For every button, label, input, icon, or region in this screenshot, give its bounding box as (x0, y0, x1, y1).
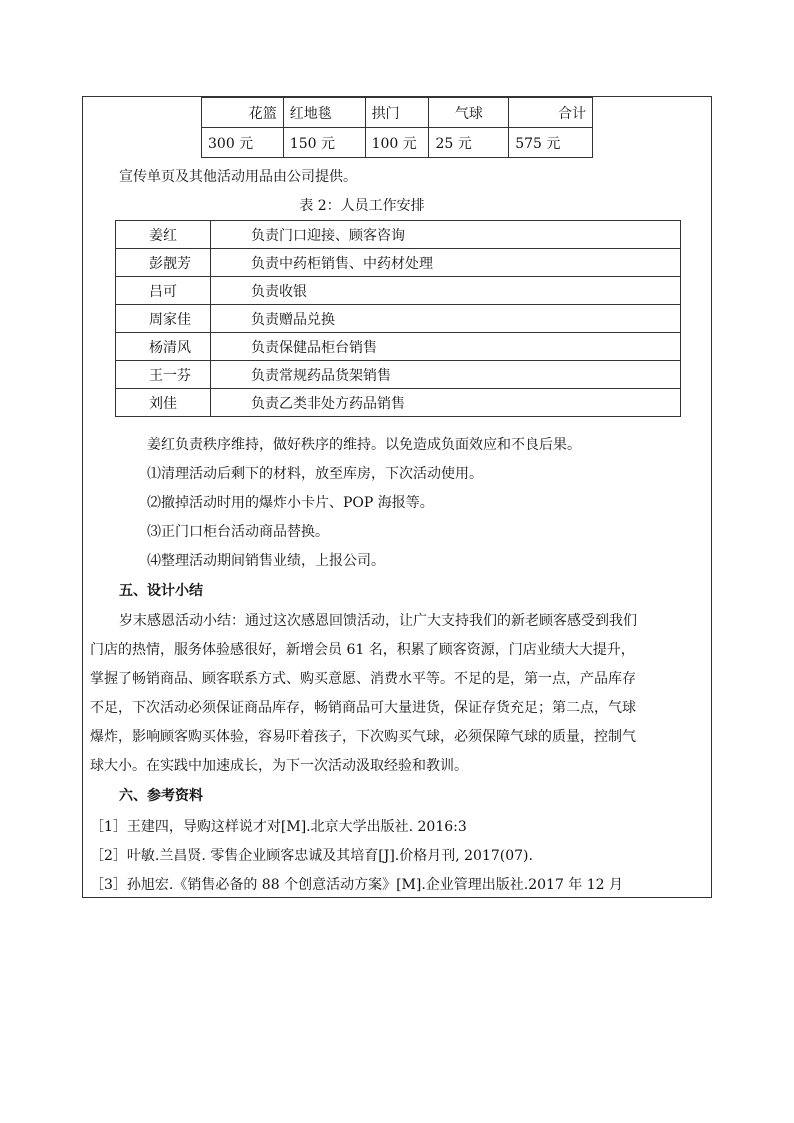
note-line: ⑴清理活动后剩下的材料，放至库房，下次活动使用。 (147, 466, 483, 482)
section-heading-references: 六、参考资料 (119, 788, 203, 804)
staff-row (116, 221, 681, 249)
staff-row (116, 249, 681, 277)
staff-duty: 负责中药柜销售、中药材处理 (211, 249, 681, 277)
note-line: ⑵撤掉活动时用的爆炸小卡片、POP 海报等。 (147, 495, 434, 511)
staff-duty: 负责乙类非处方药品销售 (211, 389, 681, 417)
note-line: ⑷整理活动期间销售业绩，上报公司。 (147, 553, 385, 569)
note-line: 姜红负责秩序维持，做好秩序的维持。以免造成负面效应和不良后果。 (147, 437, 581, 453)
cost-header-cell: 红地毯 (283, 98, 365, 128)
cost-table-header-row (202, 98, 593, 128)
staff-table (115, 220, 681, 417)
cost-header-cell: 拱门 (365, 98, 429, 128)
cost-table-value-row (202, 128, 593, 158)
staff-row (116, 333, 681, 361)
summary-line: 门店的热情，服务体验感很好，新增会员 61 名，积累了顾客资源，门店业绩大大提升， (90, 642, 635, 658)
staff-name: 杨清风 (116, 333, 211, 361)
staff-name: 周家佳 (116, 305, 211, 333)
supplies-note: 宣传单页及其他活动用品由公司提供。 (119, 169, 357, 185)
staff-row (116, 361, 681, 389)
staff-row (116, 305, 681, 333)
summary-line: 球大小。在实践中加速成长，为下一次活动汲取经验和教训。 (90, 758, 468, 774)
staff-row (116, 389, 681, 417)
note-line: ⑶正门口柜台活动商品替换。 (147, 524, 329, 540)
cost-value-cell: 150 元 (283, 128, 365, 158)
staff-duty: 负责赠品兑换 (211, 305, 681, 333)
staff-row (116, 277, 681, 305)
staff-duty: 负责门口迎接、顾客咨询 (211, 221, 681, 249)
staff-name: 王一芬 (116, 361, 211, 389)
cost-header-cell: 气球 (429, 98, 509, 128)
reference-item: ［2］叶敏.兰昌贤. 零售企业顾客忠诚及其培育[J].价格月刊, 2017(07). (90, 848, 533, 864)
staff-name: 刘佳 (116, 389, 211, 417)
cost-value-cell: 25 元 (429, 128, 509, 158)
summary-line: 岁末感恩活动小结：通过这次感恩回馈活动，让广大支持我们的新老顾客感受到我们 (119, 613, 637, 629)
cost-value-cell: 300 元 (202, 128, 284, 158)
staff-name: 吕可 (116, 277, 211, 305)
staff-duty: 负责保健品柜台销售 (211, 333, 681, 361)
cost-value-cell: 100 元 (365, 128, 429, 158)
summary-line: 不足，下次活动必须保证商品库存，畅销商品可大量进货，保证存货充足；第二点，气球 (90, 700, 636, 716)
cost-table (201, 97, 593, 158)
cost-header-cell: 合计 (509, 98, 593, 128)
staff-duty: 负责常规药品货架销售 (211, 361, 681, 389)
staff-name: 彭靓芳 (116, 249, 211, 277)
section-heading-summary: 五、设计小结 (119, 583, 203, 599)
summary-line: 爆炸，影响顾客购买体验，容易吓着孩子，下次购买气球，必须保障气球的质量，控制气 (90, 729, 636, 745)
cost-header-cell: 花篮 (202, 98, 284, 128)
staff-duty: 负责收银 (211, 277, 681, 305)
reference-item: ［3］孙旭宏.《销售必备的 88 个创意活动方案》[M].企业管理出版社.2017 年 12 月 (90, 877, 624, 893)
cost-value-cell: 575 元 (509, 128, 593, 158)
summary-line: 掌握了畅销商品、顾客联系方式、购买意愿、消费水平等。不足的是，第一点，产品库存 (90, 671, 636, 687)
reference-item: ［1］王建四，导购这样说才对[M].北京大学出版社. 2016:3 (90, 819, 467, 835)
staff-name: 姜红 (116, 221, 211, 249)
staff-table-caption: 表 2：人员工作安排 (299, 198, 425, 214)
